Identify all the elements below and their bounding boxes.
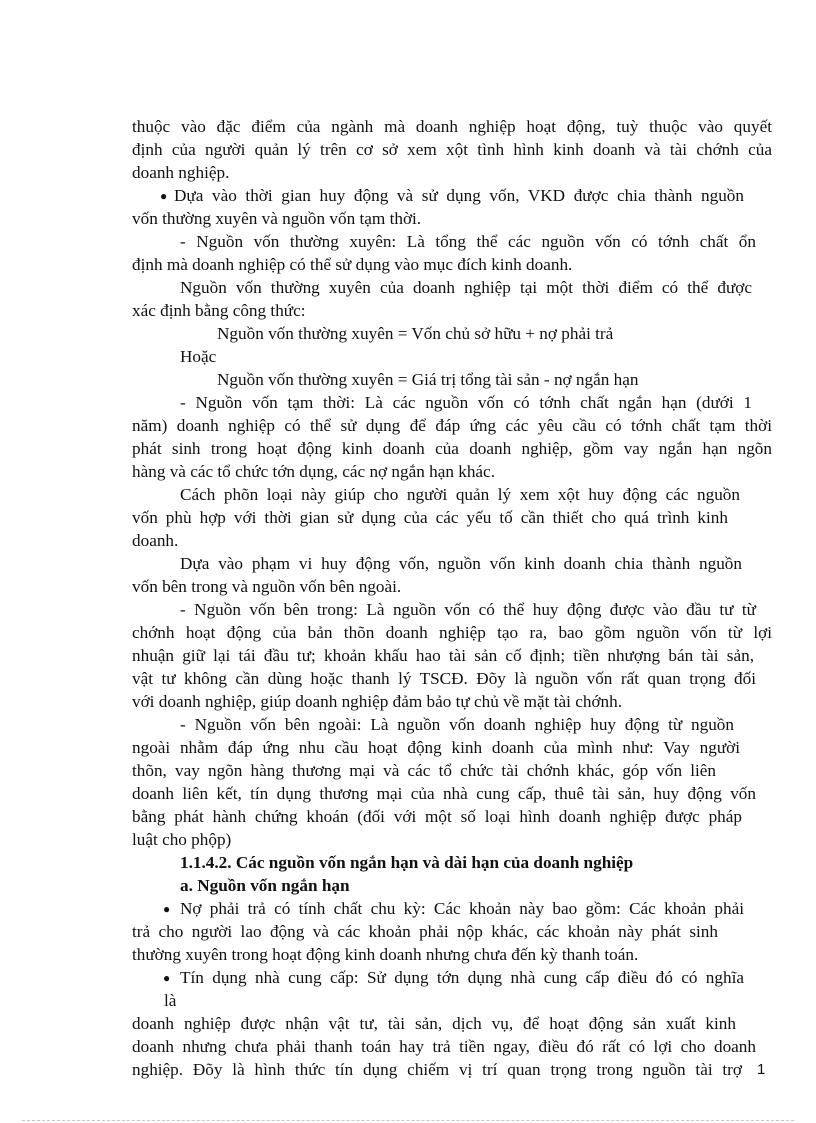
text-line: xác định bằng công thức:	[132, 301, 306, 320]
text-line: ngoài nhằm đáp ứng nhu cầu hoạt động kinh doanh của mình như: Vay người	[132, 738, 740, 757]
text-line: Hoặc	[180, 347, 217, 366]
text-line: - Nguồn vốn bên trong: Là nguồn vốn có thể huy động được vào đầu tư từ	[180, 600, 756, 619]
text-line: Nguồn vốn thường xuyên của doanh nghiệp tại một thời điểm có thể được	[180, 278, 752, 297]
text-line: Dựa vào phạm vi huy động vốn, nguồn vốn kinh doanh chia thành nguồn	[180, 554, 742, 573]
text-line: vốn bên trong và nguồn vốn bên ngoài.	[132, 577, 402, 596]
text-line: nghiệp. Đõy là hình thức tín dụng chiếm vị trí quan trọng trong nguồn tài trợ	[132, 1060, 742, 1079]
text-line: Nợ phải trả có tính chất chu kỳ: Các khoản này bao gồm: Các khoản phải	[180, 899, 744, 918]
text-line: với doanh nghiệp, giúp doanh nghiệp đảm bảo tự chủ về mặt tài chớnh.	[132, 692, 623, 711]
subsection-heading: a. Nguồn vốn ngắn hạn	[180, 876, 350, 895]
text-line: thường xuyên trong hoạt động kinh doanh nhưng chưa đến kỳ thanh toán.	[132, 945, 639, 964]
page-bottom-divider	[22, 1120, 794, 1121]
text-line: vốn thường xuyên và nguồn vốn tạm thời.	[132, 209, 422, 228]
text-line: doanh nghiệp.	[132, 163, 230, 182]
text-line: bằng phát hành chứng khoán (đối với một số loại hình doanh nghiệp được pháp	[132, 807, 742, 826]
text-line: thõn, vay ngõn hàng thương mại và các tổ chức tài chớnh khác, góp vốn liên	[132, 761, 716, 780]
bullet-icon: ●	[163, 902, 171, 916]
text-line: phát sinh trong hoạt động kinh doanh của doanh nghiệp, gồm vay ngắn hạn ngõn	[132, 439, 772, 458]
text-line: định mà doanh nghiệp có thể sử dụng vào mục đích kinh doanh.	[132, 255, 573, 274]
text-line: Dựa vào thời gian huy động và sử dụng vốn, VKD được chia thành nguồn	[174, 186, 744, 205]
bullet-icon: ●	[160, 189, 168, 203]
formula-line: Nguồn vốn thường xuyên = Vốn chủ sở hữu + nợ phải trả	[217, 324, 614, 343]
bullet-icon: ●	[163, 971, 171, 985]
text-line: nhuận giữ lại tái đầu tư; khoản khấu hao tài sản cố định; tiền nhượng bán tài sản,	[132, 646, 754, 665]
text-line: - Nguồn vốn bên ngoài: Là nguồn vốn doanh nghiệp huy động từ nguồn	[180, 715, 734, 734]
text-line: doanh nghiệp được nhận vật tư, tài sản, dịch vụ, để hoạt động sản xuất kinh	[132, 1014, 736, 1033]
text-line: Cách phõn loại này giúp cho người quản lý xem xột huy động các nguồn	[180, 485, 740, 504]
section-heading: 1.1.4.2. Các nguồn vốn ngắn hạn và dài hạn của doanh nghiệp	[180, 853, 634, 872]
text-line: doanh liên kết, tín dụng thương mại của nhà cung cấp, thuê tài sản, huy động vốn	[132, 784, 756, 803]
text-line: chớnh hoạt động của bản thõn doanh nghiệp tạo ra, bao gồm nguồn vốn từ lợi	[132, 623, 772, 642]
formula-line: Nguồn vốn thường xuyên = Giá trị tổng tài sản - nợ ngắn hạn	[217, 370, 639, 389]
text-line: doanh nhưng chưa phải thanh toán hay trả tiền ngay, điều đó rất có lợi cho doanh	[132, 1037, 756, 1056]
text-line: là	[164, 991, 177, 1010]
text-line: hàng và các tổ chức tớn dụng, các nợ ngắn hạn khác.	[132, 462, 495, 481]
text-line: doanh.	[132, 531, 179, 550]
text-line: vật tư không cần dùng hoặc thanh lý TSCĐ. Đõy là nguồn vốn rất quan trọng đối	[132, 669, 756, 688]
text-line: luật cho phộp)	[132, 830, 232, 849]
text-line: Tín dụng nhà cung cấp: Sử dụng tớn dụng nhà cung cấp điều đó có nghĩa	[180, 968, 744, 987]
text-line: vốn phù hợp với thời gian sử dụng của các yếu tố cần thiết cho quá trình kinh	[132, 508, 728, 527]
text-line: định của người quản lý trên cơ sở xem xột tình hình kinh doanh và tài chớnh của	[132, 140, 772, 159]
text-line: - Nguồn vốn tạm thời: Là các nguồn vốn có tớnh chất ngắn hạn (dưới 1	[180, 393, 752, 412]
text-line: - Nguồn vốn thường xuyên: Là tổng thể các nguồn vốn có tớnh chất ổn	[180, 232, 756, 251]
text-line: thuộc vào đặc điểm của ngành mà doanh nghiệp hoạt động, tuỳ thuộc vào quyết	[132, 117, 772, 136]
text-line: năm) doanh nghiệp có thể sử dụng để đáp ứng các yêu cầu có tớnh chất tạm thời	[132, 416, 772, 435]
text-line: trả cho người lao động và các khoản phải nộp khác, các khoản này phát sinh	[132, 922, 718, 941]
page-number: 1	[757, 1061, 766, 1078]
